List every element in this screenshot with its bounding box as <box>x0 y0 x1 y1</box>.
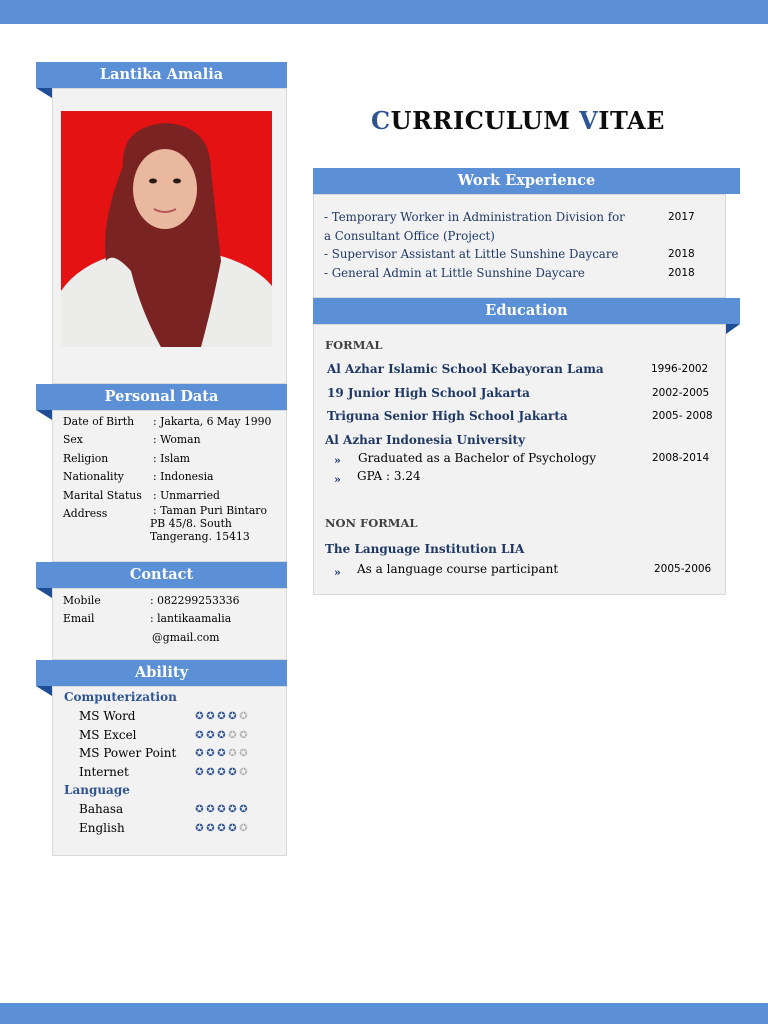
page-title <box>313 106 723 135</box>
address-line-1: : Taman Puri Bintaro <box>153 504 267 517</box>
chevron-right-icon: » <box>334 473 341 486</box>
education-heading: Education <box>485 302 568 319</box>
title-part-1: URRICULUM <box>390 106 580 135</box>
star-filled-icon: ✪ <box>217 711 226 722</box>
bottom-accent-bar <box>0 1003 768 1024</box>
school-2: 19 Junior High School Jakarta <box>327 386 530 400</box>
work-item-2: - Supervisor Assistant at Little Sunshine Daycare <box>324 247 619 262</box>
rating-ms-word <box>194 711 249 722</box>
marital-status-value: : Unmarried <box>153 488 220 502</box>
star-filled-icon: ✪ <box>195 804 204 815</box>
education-banner <box>313 298 740 324</box>
sex-label: Sex <box>63 433 83 447</box>
email-value-line-2: @gmail.com <box>152 630 220 644</box>
title-initial-c: C <box>371 106 391 135</box>
banner-fold <box>36 588 52 598</box>
top-accent-bar <box>0 0 768 24</box>
work-item-3: - General Admin at Little Sunshine Daycare <box>324 265 585 280</box>
skill-bahasa: Bahasa <box>79 802 124 816</box>
non-formal-school: The Language Institution LIA <box>325 542 525 556</box>
computerization-label: Computerization <box>64 690 177 704</box>
star-filled-icon: ✪ <box>206 711 215 722</box>
banner-fold <box>36 410 52 420</box>
star-filled-icon: ✪ <box>228 766 237 778</box>
rating-ms-power-point <box>194 748 249 759</box>
star-empty-icon: ✪ <box>239 766 248 778</box>
work-item-1-year: 2017 <box>668 211 695 223</box>
chevron-right-icon: » <box>334 454 341 467</box>
rating-bahasa <box>194 804 249 815</box>
university-name: Al Azhar Indonesia University <box>325 433 526 447</box>
star-filled-icon: ✪ <box>195 729 204 741</box>
skill-english: English <box>79 820 125 835</box>
star-filled-icon: ✪ <box>228 822 237 834</box>
address-line-2: PB 45/8. South <box>150 517 232 530</box>
non-formal-heading: NON FORMAL <box>325 516 418 530</box>
school-1: Al Azhar Islamic School Kebayoran Lama <box>327 362 604 376</box>
work-item-1-line-1: - Temporary Worker in Administration Division for <box>324 210 625 224</box>
mobile-label: Mobile <box>63 594 101 607</box>
non-formal-detail: As a language course participant <box>357 562 559 576</box>
star-filled-icon: ✪ <box>206 822 215 834</box>
star-filled-icon: ✪ <box>206 729 215 741</box>
title-part-2: ITAE <box>598 106 665 135</box>
skill-ms-power-point: MS Power Point <box>79 746 177 760</box>
chevron-right-icon: » <box>334 566 341 579</box>
star-filled-icon: ✪ <box>217 804 226 815</box>
sex-value: : Woman <box>153 433 201 447</box>
star-filled-icon: ✪ <box>217 729 226 741</box>
star-empty-icon: ✪ <box>228 729 237 741</box>
school-1-year: 1996-2002 <box>651 363 709 375</box>
star-filled-icon: ✪ <box>217 766 226 778</box>
personal-data-banner <box>36 384 287 410</box>
marital-status-label: Marital Status <box>63 488 142 502</box>
banner-fold <box>36 88 52 98</box>
rating-english <box>194 823 249 834</box>
star-filled-icon: ✪ <box>217 748 226 759</box>
school-3-year: 2005- 2008 <box>652 410 713 422</box>
ability-heading: Ability <box>134 664 189 681</box>
school-2-year: 2002-2005 <box>652 387 710 399</box>
work-experience-banner <box>313 168 740 194</box>
star-filled-icon: ✪ <box>217 822 226 834</box>
star-empty-icon: ✪ <box>228 748 237 759</box>
work-item-1-line-2: a Consultant Office (Project) <box>324 228 495 243</box>
work-experience-heading: Work Experience <box>457 172 596 189</box>
banner-fold <box>36 686 52 696</box>
star-filled-icon: ✪ <box>239 804 248 815</box>
rating-internet <box>194 767 249 778</box>
work-item-2-year: 2018 <box>668 248 695 261</box>
formal-heading: FORMAL <box>325 338 383 352</box>
religion-value: : Islam <box>153 451 191 465</box>
dob-value: : Jakarta, 6 May 1990 <box>153 415 272 428</box>
skill-internet: Internet <box>79 764 129 779</box>
email-label: Email <box>63 612 95 626</box>
nationality-value: : Indonesia <box>153 470 214 484</box>
personal-data-heading: Personal Data <box>104 388 219 405</box>
star-filled-icon: ✪ <box>195 748 204 759</box>
contact-heading: Contact <box>129 566 194 583</box>
star-empty-icon: ✪ <box>239 729 248 741</box>
applicant-name: Lantika Amalia <box>99 66 224 83</box>
star-filled-icon: ✪ <box>195 711 204 722</box>
star-filled-icon: ✪ <box>195 822 204 834</box>
nationality-label: Nationality <box>63 470 124 484</box>
banner-fold <box>726 324 740 334</box>
star-filled-icon: ✪ <box>206 804 215 815</box>
star-filled-icon: ✪ <box>195 766 204 778</box>
skill-ms-excel: MS Excel <box>79 727 137 742</box>
university-year: 2008-2014 <box>652 452 710 464</box>
university-degree: Graduated as a Bachelor of Psychology <box>358 451 597 465</box>
star-empty-icon: ✪ <box>239 748 248 759</box>
skill-ms-word: MS Word <box>79 709 136 723</box>
address-line-3: Tangerang. 15413 <box>150 530 250 543</box>
non-formal-year: 2005-2006 <box>654 563 712 575</box>
star-filled-icon: ✪ <box>228 711 237 722</box>
dob-label: Date of Birth <box>63 415 135 428</box>
school-3: Triguna Senior High School Jakarta <box>327 409 568 423</box>
name-banner <box>36 62 287 88</box>
contact-banner <box>36 562 287 588</box>
mobile-value: : 082299253336 <box>150 594 240 607</box>
title-initial-v: V <box>579 106 599 135</box>
language-label: Language <box>64 783 130 797</box>
star-filled-icon: ✪ <box>206 766 215 778</box>
star-filled-icon: ✪ <box>206 748 215 759</box>
email-value-line-1: : lantikaamalia <box>150 612 232 626</box>
work-item-3-year: 2018 <box>668 266 695 279</box>
star-empty-icon: ✪ <box>239 711 248 722</box>
address-label: Address <box>63 507 108 520</box>
ability-banner <box>36 660 287 686</box>
religion-label: Religion <box>63 451 109 465</box>
rating-ms-excel <box>194 730 249 741</box>
star-empty-icon: ✪ <box>239 822 248 834</box>
profile-photo <box>61 111 272 347</box>
star-filled-icon: ✪ <box>228 804 237 815</box>
university-gpa: GPA : 3.24 <box>357 469 421 483</box>
